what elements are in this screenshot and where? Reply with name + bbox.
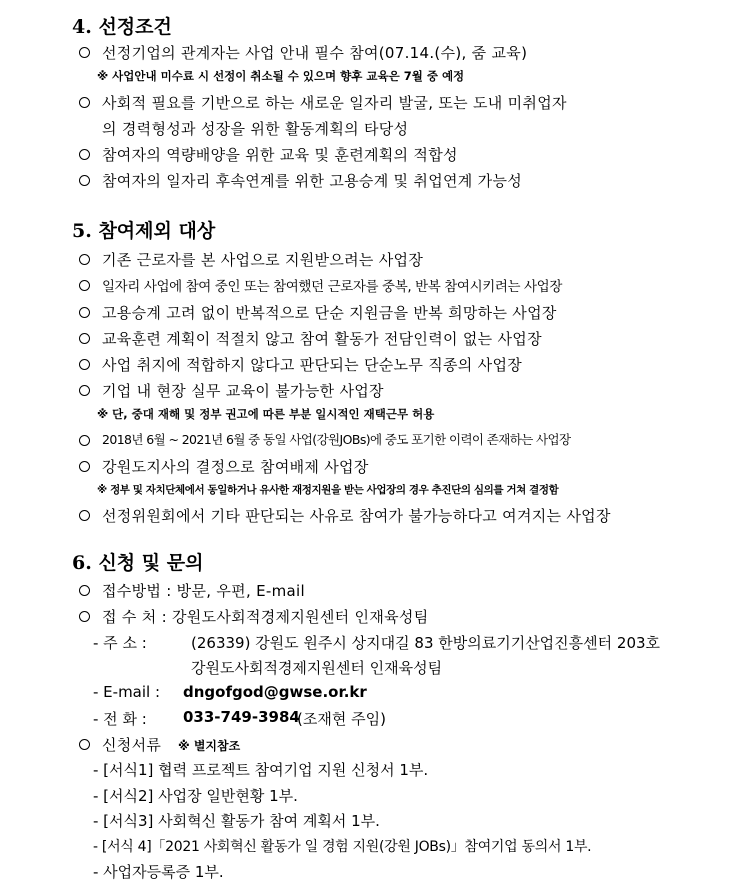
circle-bullet-icon <box>79 510 90 521</box>
phone-contact: (조재현 주임) <box>297 710 386 728</box>
document-item: - 사업자등록증 1부. <box>93 863 224 881</box>
list-item: 선정위원회에서 기타 판단되는 사유로 참여가 불가능하다고 여겨지는 사업장 <box>102 507 611 525</box>
documents-note: ※ 별지참조 <box>178 739 241 753</box>
list-item: 사업 취지에 적합하지 않다고 판단되는 단순노무 직종의 사업장 <box>102 356 523 374</box>
address-line-1: (26339) 강원도 원주시 상지대길 83 한방의료기기산업진흥센터 203호 <box>191 634 661 652</box>
address-line-2: 강원도사회적경제지원센터 인재육성팀 <box>191 659 443 677</box>
document-item: - [서식1] 협력 프로젝트 참여기업 지원 신청서 1부. <box>93 761 429 779</box>
phone-number: 033-749-3984 <box>183 708 300 726</box>
list-item: 고용승계 고려 없이 반복적으로 단순 지원금을 반복 희망하는 사업장 <box>102 304 557 322</box>
list-item: 선정기업의 관계자는 사업 안내 필수 참여(07.14.(수), 줌 교육) <box>102 44 528 62</box>
circle-bullet-icon <box>79 175 90 186</box>
circle-bullet-icon <box>79 435 90 446</box>
circle-bullet-icon <box>79 149 90 160</box>
list-item: 참여자의 역량배양을 위한 교육 및 훈련계획의 적합성 <box>102 146 458 164</box>
apply-place: 접 수 처 : 강원도사회적경제지원센터 인재육성팀 <box>102 608 429 626</box>
email-link[interactable]: dngofgod@gwse.or.kr <box>183 683 367 701</box>
section-5-heading: 5. 참여제외 대상 <box>72 220 216 242</box>
document-item: - [서식2] 사업장 일반현황 1부. <box>93 787 298 805</box>
circle-bullet-icon <box>79 585 90 596</box>
list-item: 기존 근로자를 본 사업으로 지원받으려는 사업장 <box>102 251 424 269</box>
circle-bullet-icon <box>79 254 90 265</box>
list-item-continued: 의 경력형성과 성장을 위한 활동계획의 타당성 <box>102 120 409 138</box>
phone-label: - 전 화 : <box>93 710 147 728</box>
circle-bullet-icon <box>79 385 90 396</box>
document-item: - [서식3] 사회혁신 활동가 참여 계획서 1부. <box>93 812 380 830</box>
circle-bullet-icon <box>79 461 90 472</box>
circle-bullet-icon <box>79 97 90 108</box>
list-item: 사회적 필요를 기반으로 하는 새로운 일자리 발굴, 또는 도내 미취업자 <box>102 94 567 112</box>
documents-label: 신청서류 <box>102 736 162 754</box>
list-item: 2018년 6월 ~ 2021년 6월 중 동일 사업(강원JOBs)에 중도 포기한 이력이 존재하는 사업장 <box>102 432 571 447</box>
note: ※ 정부 및 자치단체에서 동일하거나 유사한 재정지원을 받는 사업장의 경우 추진단의 심의를 거쳐 결정함 <box>97 484 559 496</box>
circle-bullet-icon <box>79 307 90 318</box>
list-item: 강원도지사의 결정으로 참여배제 사업장 <box>102 458 369 476</box>
circle-bullet-icon <box>79 359 90 370</box>
section-4-heading: 4. 선정조건 <box>72 16 172 38</box>
address-label: - 주 소 : <box>93 634 147 652</box>
list-item: 참여자의 일자리 후속연계를 위한 고용승계 및 취업연계 가능성 <box>102 172 523 190</box>
list-item: 일자리 사업에 참여 중인 또는 참여했던 근로자를 중복, 반복 참여시키려는 사업장 <box>102 279 562 295</box>
circle-bullet-icon <box>79 47 90 58</box>
email-label: - E-mail : <box>93 683 161 701</box>
apply-method: 접수방법 : 방문, 우편, E-mail <box>102 582 305 600</box>
list-item: 기업 내 현장 실무 교육이 불가능한 사업장 <box>102 382 384 400</box>
note: ※ 사업안내 미수료 시 선정이 취소될 수 있으며 향후 교육은 7월 중 예정 <box>97 69 465 83</box>
list-item: 교육훈련 계획이 적절치 않고 참여 활동가 전담인력이 없는 사업장 <box>102 330 542 348</box>
note: ※ 단, 중대 재해 및 정부 권고에 따른 부분 일시적인 재택근무 허용 <box>97 407 435 421</box>
circle-bullet-icon <box>79 333 90 344</box>
circle-bullet-icon <box>79 611 90 622</box>
circle-bullet-icon <box>79 280 90 291</box>
document-item: - [서식 4]「2021 사회혁신 활동가 일 경험 지원(강원 JOBs)」참여기업 동의서 1부. <box>93 839 592 855</box>
section-6-heading: 6. 신청 및 문의 <box>72 552 204 574</box>
circle-bullet-icon <box>79 739 90 750</box>
